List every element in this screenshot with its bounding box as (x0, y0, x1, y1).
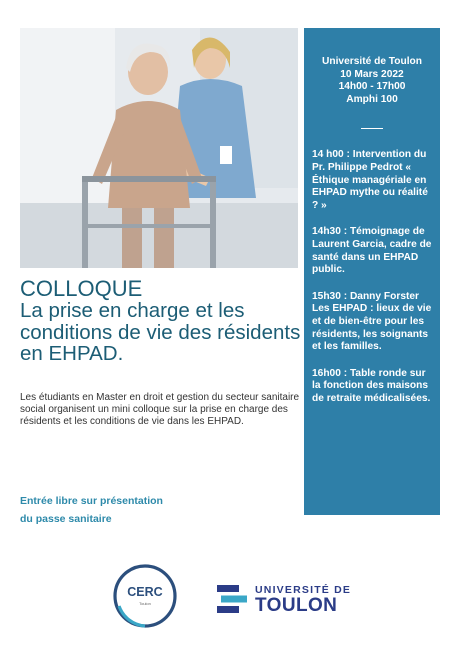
title-block (20, 278, 305, 365)
university-logo (217, 582, 362, 616)
university-mark-icon (217, 585, 247, 613)
cerc-logo (111, 562, 179, 630)
entry-note (20, 492, 280, 528)
program-item: 15h30 : Danny Forster Les EHPAD : lieux de vie et de bien-être pour les résidents, les soignants et les familles. (312, 290, 432, 353)
page-subtitle: La prise en charge et les conditions de vie des résidents en EHPAD. (20, 299, 301, 365)
program-item: 14 h00 : Intervention du Pr. Philippe Pedrot « Éthique managériale en EHPAD mythe ou réalité ? » (312, 149, 428, 211)
university-label-main: TOULON (255, 595, 338, 616)
event-details (312, 56, 432, 106)
entry-line-2: du passe sanitaire (20, 513, 112, 525)
hero-photo (20, 28, 298, 268)
divider (361, 128, 383, 129)
event-venue: Université de Toulon (322, 56, 422, 67)
university-label-top: UNIVERSITÉ DE (255, 584, 352, 596)
entry-line-1: Entrée libre sur présentation (20, 495, 163, 507)
program-sidebar (304, 28, 440, 515)
program-item: 16h00 : Table ronde sur la fonction des maisons de retraite médicalisées. (312, 367, 431, 404)
cerc-sublabel: Toulon (139, 601, 151, 606)
event-room: Amphi 100 (346, 93, 398, 105)
page-title: COLLOQUE (20, 276, 143, 301)
photo-illustration (20, 28, 298, 268)
description: Les étudiants en Master en droit et gestion du secteur sanitaire social organisent un mini colloque sur la prise en charge des résidents et les conditions de vie dans les EHPAD. (20, 392, 300, 427)
cerc-label: CERC (127, 585, 163, 599)
event-time: 14h00 - 17h00 (338, 81, 406, 93)
event-date: 10 Mars 2022 (340, 68, 404, 80)
program-item: 14h30 : Témoignage de Laurent Garcia, cadre de santé dans un EHPAD public. (312, 226, 432, 276)
